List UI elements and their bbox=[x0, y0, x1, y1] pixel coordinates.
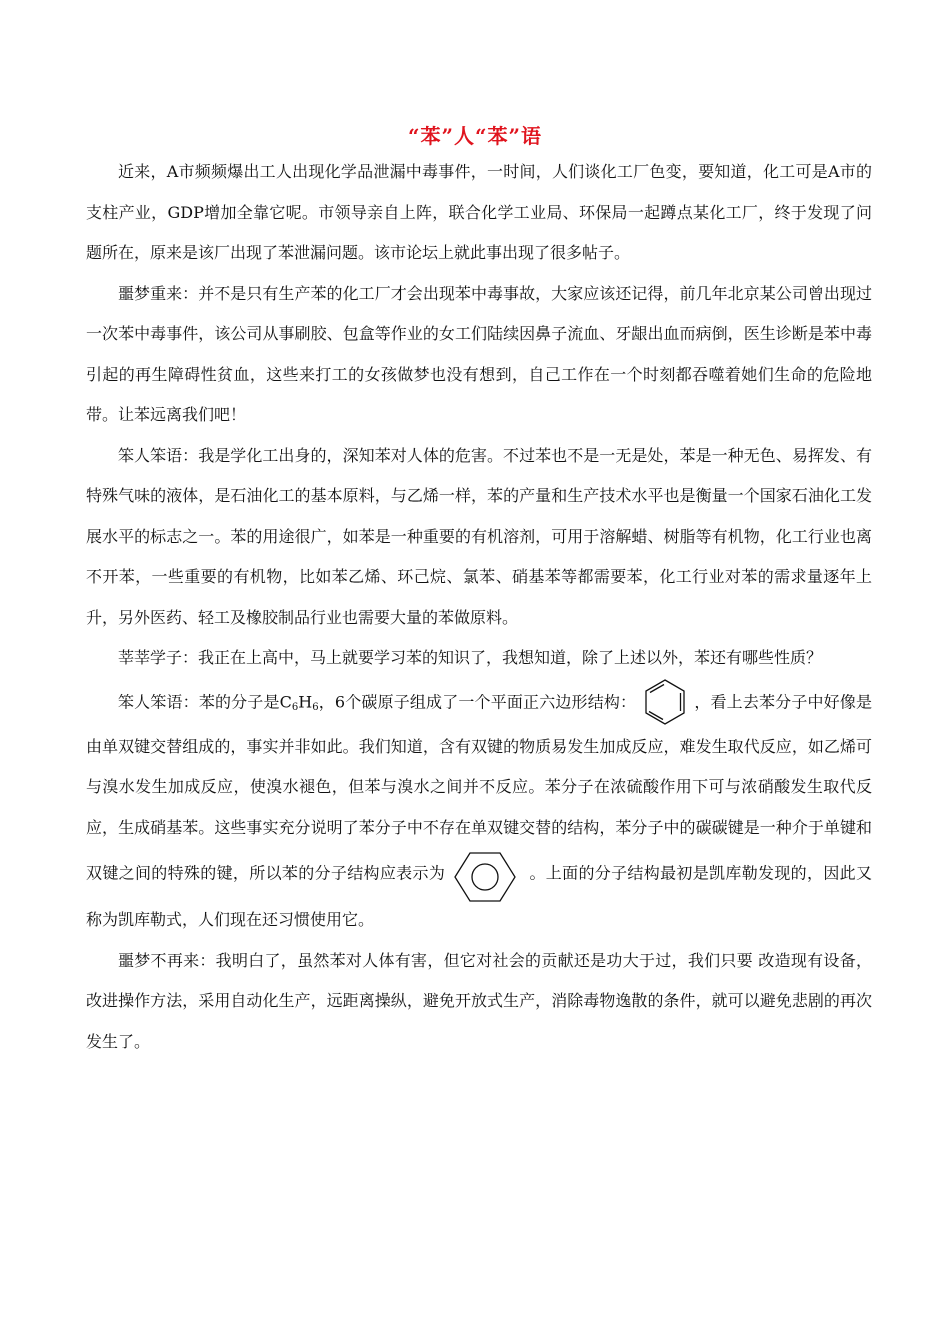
structure-text-4: ，看上去苯分子中好像是由单双键交替组成的，事实并非如此。我们知道，含有双键的物质易发生加成反应，难发生取代反应，如乙烯可与溴水发生加成反应，使溴水褪色，但苯与溴水之间并不反应。苯分子在浓硫酸作用下可与浓硝酸发生取代反应，生成硝基苯。这些事实充分说明了苯分子中不存在单双键交替的结构，苯分子中的碳碳键是一种介于单键和双键之间的特殊的键，所以苯的分子结构应表示为 bbox=[86, 692, 872, 883]
paragraph-benzene-uses: 笨人笨语：我是学化工出身的，深知苯对人体的危害。不过苯也不是一无是处，苯是一种无色、易挥发、有特殊气味的液体，是石油化工的基本原料，与乙烯一样，苯的产量和生产技术水平也是衡量一个国家石油化工发展水平的标志之一。苯的用途很广，如苯是一种重要的有机溶剂，可用于溶解蜡、树脂等有机物，化工行业也离不开苯，一些重要的有机物，比如苯乙烯、环己烷、氯苯、硝基苯等都需要苯，化工行业对苯的需求量逐年上升，另外医药、轻工及橡胶制品行业也需要大量的苯做原料。 bbox=[86, 445, 872, 627]
benzene-ring-structure-icon bbox=[453, 851, 517, 903]
structure-text-3: ，6个碳原子组成了一个平面正六边形结构： bbox=[318, 692, 637, 711]
paragraph-benzene-structure bbox=[86, 679, 872, 941]
structure-text-2: H bbox=[298, 692, 313, 711]
benzene-kekule-structure-icon bbox=[642, 678, 688, 726]
paragraph-nightmare-returns: 噩梦重来：并不是只有生产苯的化工厂才会出现苯中毒事故，大家应该还记得，前几年北京某公司曾出现过一次苯中毒事件，该公司从事刷胶、包盒等作业的女工们陆续因鼻子流血、牙龈出血而病倒，医生诊断是苯中毒引起的再生障碍性贫血，这些来打工的女孩做梦也没有想到，自己工作在一个时刻都吞噬着她们生命的危险地带。让苯远离我们吧！ bbox=[86, 283, 872, 424]
formula-subscript-carbon: 6 bbox=[291, 702, 299, 713]
paragraph-intro: 近来，A市频频爆出工人出现化学品泄漏中毒事件，一时间，人们谈化工厂色变，要知道，化工可是A市的支柱产业，GDP增加全靠它呢。市领导亲自上阵，联合化学工业局、环保局一起蹲点某化工厂，终于发现了问题所在，原来是该厂出现了苯泄漏问题。该市论坛上就此事出现了很多帖子。 bbox=[86, 162, 872, 262]
document-title: “苯”人“苯”语 bbox=[407, 124, 542, 148]
paragraph-conclusion: 噩梦不再来：我明白了，虽然苯对人体有害，但它对社会的贡献还是功大于过，我们只要 改造现有设备，改进操作方法，采用自动化生产，远距离操纵，避免开放式生产，消除毒物逸散的条件，就可以避免悲剧的再次发生了。 bbox=[86, 950, 872, 1051]
structure-text-5: 。上面的分子结构最初是凯库勒发现的，因此又称为凯库勒式，人们现在还习惯使用它。 bbox=[86, 863, 872, 929]
formula-subscript-hydrogen: 6 bbox=[312, 702, 319, 713]
document-body bbox=[86, 152, 872, 1062]
paragraph-student-question: 莘莘学子：我正在上高中，马上就要学习苯的知识了，我想知道，除了上述以外，苯还有哪些性质？ bbox=[118, 648, 823, 667]
structure-text-1: 笨人笨语：苯的分子是C bbox=[118, 692, 292, 711]
